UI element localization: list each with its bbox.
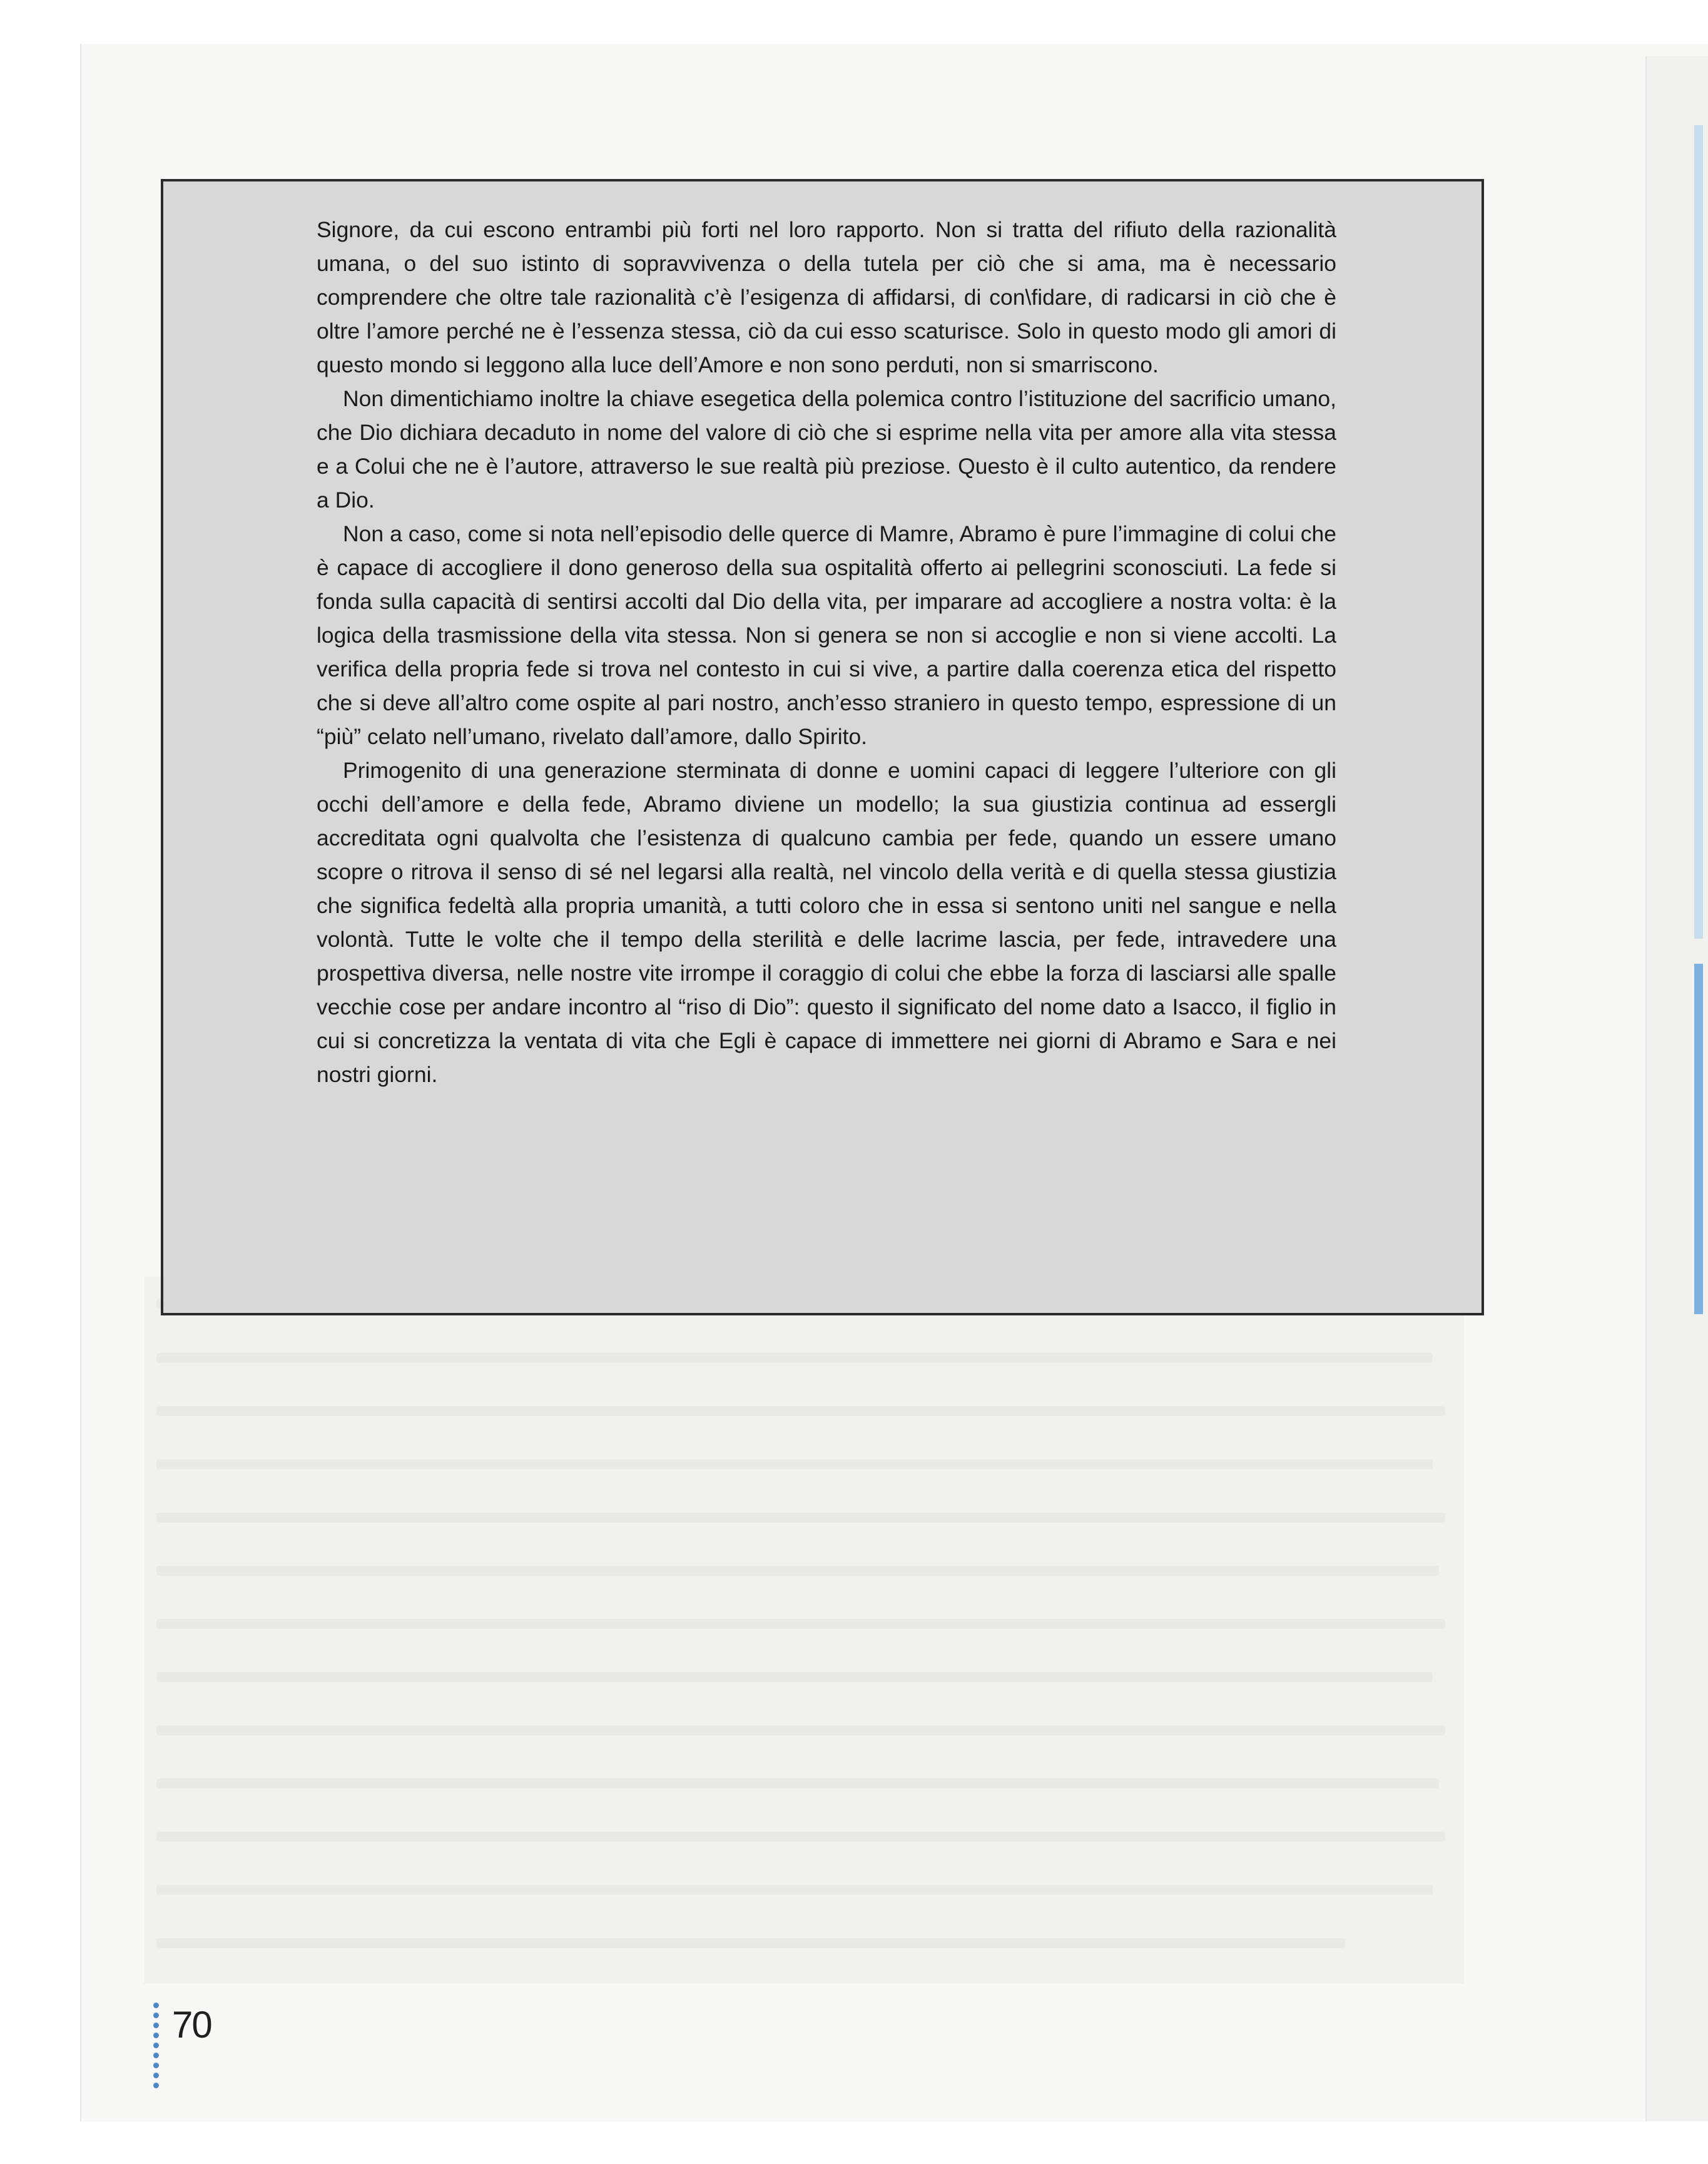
- page-footer: [153, 2003, 278, 2096]
- show-through-line: [156, 1459, 1433, 1469]
- facing-page-accent-dark: [1694, 964, 1703, 1314]
- page-number: 70: [172, 2004, 211, 2046]
- show-through-line: [156, 1672, 1433, 1682]
- show-through-line: [156, 1406, 1445, 1416]
- show-through-line: [156, 1725, 1445, 1735]
- show-through-line: [156, 1513, 1445, 1523]
- facing-page-accent: [1694, 125, 1703, 939]
- show-through-line: [156, 1353, 1433, 1363]
- show-through-line: [156, 1779, 1439, 1789]
- show-through-line: [156, 1832, 1445, 1842]
- show-through-line: [156, 1938, 1345, 1948]
- text-box: [161, 179, 1484, 1315]
- show-through-line: [156, 1566, 1439, 1576]
- paragraph: Primogenito di una generazione sterminata di donne e uomini capaci di leggere l’ulteriore con gli occhi dell’amore e della fede, Abramo diviene un modello; la sua giustizia continua ad essergli accreditata ogni qualvolta che l’esistenza di qualcuno cambia per fede, quando un essere umano scopre o ritrova il senso di sé nel legarsi alla realtà, nel vincolo della verità e di quella stessa giustizia che significa fedeltà alla propria umanità, a tutti coloro che in essa si sentono uniti nel sangue e nella volontà. Tutte le volte che il tempo della sterilità e delle lacrime lascia, per fede, intravedere una prospettiva diversa, nelle nostre vite irrompe il coraggio di colui che ebbe la forza di lasciarsi alle spalle vecchie cose per andare incontro al “riso di Dio”: questo il significato del nome dato a Isacco, il figlio in cui si concretizza la ventata di vita che Egli è capace di immettere nei giorni di Abramo e Sara e nei nostri giorni.: [317, 758, 1336, 1087]
- body-text: [317, 213, 1336, 1091]
- page-dots-ornament: [153, 2003, 160, 2096]
- paragraph: Non a caso, come si nota nell’episodio delle querce di Mamre, Abramo è pure l’immagine di colui che è capace di accogliere il dono generoso della sua ospitalità offerto ai pellegrini sconosciuti. La fede si fonda sulla capacità di sentirsi accolti dal Dio della vita, per imparare ad accogliere a nostra volta: è la logica della trasmissione della vita stessa. Non si genera se non si accoglie e non si viene accolti. La verifica della propria fede si trova nel contesto in cui si vive, a partire dalla coerenza etica del rispetto che si deve all’altro come ospite al pari nostro, anch’esso straniero in questo tempo, espressione di un “più” celato nell’umano, rivelato dall’amore, dallo Spirito.: [317, 521, 1336, 749]
- show-through-line: [156, 1619, 1445, 1629]
- paragraph: Non dimentichiamo inoltre la chiave esegetica della polemica contro l’istituzione del sacrificio umano, che Dio dichiara decaduto in nome del valore di ciò che si esprime nella vita per amore alla vita stessa e a Colui che ne è l’autore, attraverso le sue realtà più preziose. Questo è il culto autentico, da rendere a Dio.: [317, 386, 1336, 513]
- show-through-line: [156, 1885, 1433, 1895]
- show-through-area: [144, 1277, 1464, 1984]
- scan-margin: [0, 0, 63, 2164]
- paragraph: Signore, da cui escono entrambi più forti nel loro rapporto. Non si tratta del rifiuto della razionalità umana, o del suo istinto di sopravvivenza o della tutela per ciò che si ama, ma è necessario comprendere che oltre tale razionalità c’è l’esigenza di affidarsi, di con\fidare, di radicarsi in ciò che è oltre l’amore perché ne è l’essenza stessa, ciò da cui esso scaturisce. Solo in questo modo gli amori di questo mondo si leggono alla luce dell’Amore e non sono perduti, non si smarriscono.: [317, 217, 1336, 377]
